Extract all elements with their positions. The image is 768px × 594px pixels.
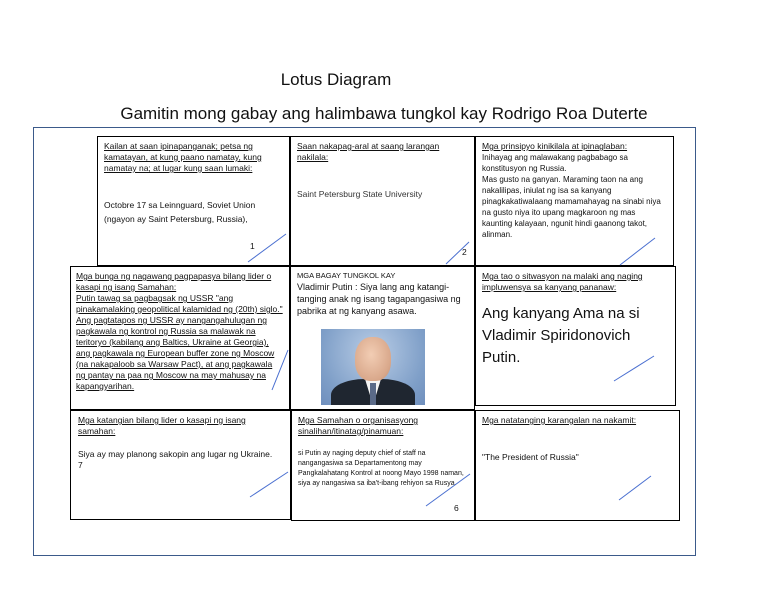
cell-honors <box>475 410 680 521</box>
cell-education-label: Saan nakapag-aral at saang larangan nakilala: <box>297 141 440 162</box>
cell-birth-answer: Octobre 17 sa Leinnguard, Soviet Union (ngayon ay Saint Petersburg, Russia), <box>104 200 256 224</box>
cell-traits-answer: Siya ay may planong sakopin ang lugar ng Ukraine. <box>78 449 273 459</box>
cell-birth-label: Kailan at saan ipinapanganak; petsa ng kamatayan, at kung paano namatay, kung namatay na; at lugar kung saan lumaki: <box>104 141 262 173</box>
cell-center-text: Vladimir Putin : Siya lang ang katangi-tanging anak ng isang tagapangasiwa ng pabrika at ng kanyang asawa. <box>297 282 461 316</box>
document-title: Lotus Diagram <box>280 70 392 89</box>
cell-organizations-label: Mga Samahan o organisasyong sinalihan/itinatag/pinamuan: <box>298 415 419 436</box>
cell-education-answer: Saint Petersburg State University <box>297 189 423 199</box>
cell-birth-number: 1 <box>250 241 255 251</box>
cell-results-answer: Putin tawag sa pagbagsak ng USSR "ang pinakamalaking geopolitical kalamidad ng (20th) siglo." Ang pagtatapos ng USSR ay nangangahulugan ng pagkawala ng kontrol ng Russia sa malawak na teritoryo (kabilang ang Baltics, Ukraine at Georgia), ang pagkawala ng European buffer zone ng Moscow (na nakapaloob sa Warsaw Pact), at ang pagkawala ng pantay na paa ng Moscow na may mahusay na kapangyarihan. <box>76 293 283 391</box>
cell-birth <box>97 136 290 266</box>
cell-honors-label: Mga natatanging karangalan na nakamit: <box>482 415 637 425</box>
cell-influence <box>475 266 676 406</box>
cell-principles-label: Mga prinsipyo kinikilala at ipinaglaban: <box>482 141 628 151</box>
vladimir-putin-photo <box>321 329 425 405</box>
cell-organizations-number: 6 <box>454 503 459 513</box>
cell-results <box>70 266 290 410</box>
cell-traits-number: 7 <box>78 460 83 470</box>
cell-principles <box>475 136 674 266</box>
cell-education-number: 2 <box>462 247 467 257</box>
cell-principles-answer: Inihayag ang malawakang pagbabago sa konstitusyon ng Russia. Mas gusto na ganyan. Maraming taon na ang nakalilipas, iniulat ng isa sa kanyang pinagkakatiwalaang mamamahayag na sinabi niya na gusto niya ito upang magkaroon ng mas kaunting kalayaan, ngunit hindi gaanong takot, alinman. <box>482 153 661 239</box>
cell-honors-answer: "The President of Russia" <box>482 452 579 462</box>
cell-organizations-answer: si Putin ay naging deputy chief of staff na nangangasiwa sa Departamentong may Pangkalahatang Kontrol at noong Mayo 1998 naman, siya ay nangasiwa sa iba't-ibang rehiyon sa Rusya. <box>298 450 464 487</box>
cell-influence-label: Mga tao o sitwasyon na malaki ang naging impluwensya sa kanyang pananaw: <box>482 271 643 292</box>
cell-traits <box>70 410 291 520</box>
cell-center-heading: MGA BAGAY TUNGKOL KAY <box>297 271 396 280</box>
cell-organizations <box>291 410 475 521</box>
cell-results-label: Mga bunga ng nagawang pagpapasya bilang lider o kasapi ng isang Samahan: <box>76 271 272 292</box>
cell-influence-answer: Ang kanyang Ama na si Vladimir Spiridonovich Putin. <box>482 305 640 366</box>
cell-center <box>290 266 475 410</box>
document-subtitle: Gamitin mong gabay ang halimbawa tungkol kay Rodrigo Roa Duterte <box>120 104 648 123</box>
cell-education <box>290 136 475 266</box>
cell-traits-label: Mga katangian bilang lider o kasapi ng isang samahan: <box>78 415 246 436</box>
